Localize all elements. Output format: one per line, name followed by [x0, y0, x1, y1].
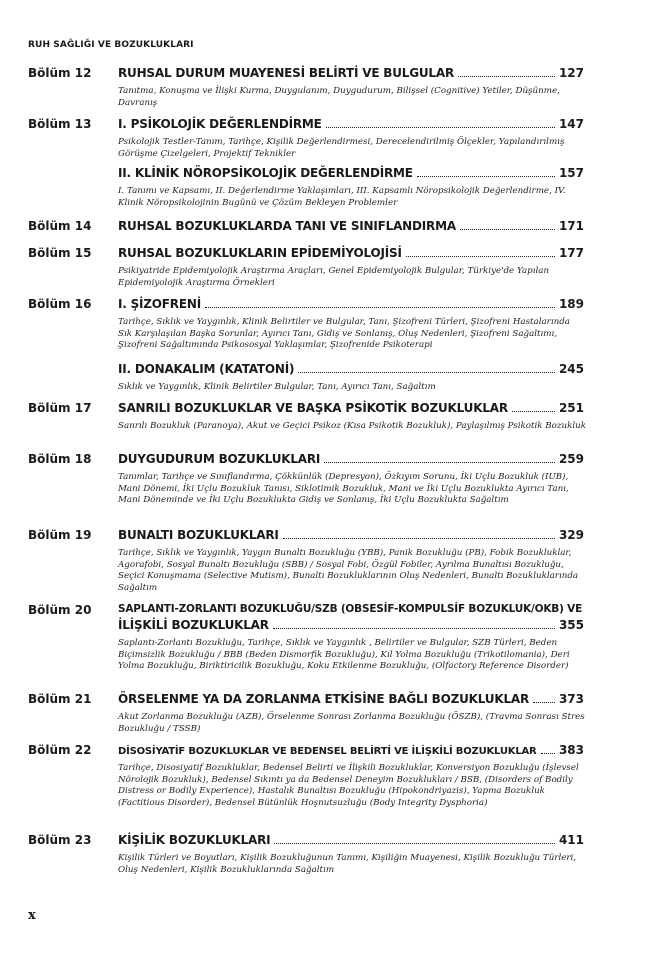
entry-title-line: [118, 743, 584, 757]
page-number: 411: [558, 833, 584, 847]
entry-description: Saplantı-Zorlantı Bozukluğu, Tarihçe, Sıklık ve Yaygınlık , Belirtiler ve Bulgular, SZB Türleri, Beden Biçimsizlik Bozukluğu / BBB (Beden Dismorfik Bozukluğu), Kıl Yolma Bozukluğu (Trikotilomania), Deri Yolma Bozukluğu, Biriktiricilik Bozukluğu, Koku Etkilenme Bozukluğu, (Olfactory Reference Disorder): [118, 638, 570, 671]
entry-title: SAPLANTI-ZORLANTI BOZUKLUĞU/SZB (OBSESİF-KOMPULSİF BOZUKLUK/OKB) VE: [118, 603, 583, 615]
entry-title: I. PSİKOLOJİK DEĞERLENDİRME: [118, 117, 322, 131]
entry-description: I. Tanımı ve Kapsamı, II. Değerlendirme Yaklaşımları, III. Kapsamlı Nöropsikolojik Değerlendirme, IV. Klinik Nöropsikolojinin Bugünü ve Çözüm Bekleyen Problemler: [118, 186, 566, 208]
dot-leader: [298, 372, 555, 373]
entry-title-line: [118, 401, 584, 415]
chapter-number: Bölüm 12: [28, 66, 92, 80]
entry-description: Sıklık ve Yaygınlık, Klinik Belirtiler Bulgular, Tanı, Ayırıcı Tanı, Sağaltım: [118, 382, 436, 392]
chapter-number: Bölüm 18: [28, 452, 92, 466]
entry-title: DUYGUDURUM BOZUKLUKLARI: [118, 452, 321, 466]
page-number: 329: [558, 528, 584, 542]
page-number: 189: [558, 297, 584, 311]
page-number: 171: [558, 219, 584, 233]
dot-leader: [274, 843, 554, 844]
entry-title-line: [118, 362, 584, 376]
entry-title: KİŞİLİK BOZUKLUKLARI: [118, 833, 271, 847]
dot-leader: [460, 229, 555, 230]
chapter-number: Bölüm 16: [28, 297, 92, 311]
dot-leader: [326, 127, 555, 128]
page-number: 251: [558, 401, 584, 415]
entry-title-continued: İLİŞKİLİ BOZUKLUKLAR: [118, 618, 269, 632]
entry-title-line: [118, 528, 584, 542]
entry-title: BUNALTI BOZUKLUKLARI: [118, 528, 279, 542]
entry-title: I. ŞİZOFRENİ: [118, 297, 201, 311]
page-number: 259: [558, 452, 584, 466]
entry-title-line: [118, 219, 584, 233]
dot-leader: [324, 462, 555, 463]
chapter-number: Bölüm 13: [28, 117, 92, 131]
entry-title: SANRILI BOZUKLUKLAR VE BAŞKA PSİKOTİK BOZUKLUKLAR: [118, 401, 508, 415]
running-header: RUH SAĞLIĞI VE BOZUKLUKLARI: [28, 40, 194, 50]
chapter-number: Bölüm 19: [28, 528, 92, 542]
entry-title-line: [118, 833, 584, 847]
chapter-number: Bölüm 14: [28, 219, 92, 233]
entry-description: Tarihçe, Sıklık ve Yaygınlık, Klinik Belirtiler ve Bulgular, Tanı, Şizofreni Türleri, Şizofreni Hastalarında Sık Karşılaşılan Başka Sorunlar, Ayırıcı Tanı, Gidiş ve Sonlanış, Oluş Nedenleri, Şizofreni Sağaltımı, Şizofreni Sağaltımında Psikososyal Yaklaşımlar, Şizofrenide Psikoterapi: [118, 317, 570, 350]
entry-title-line: [118, 166, 584, 180]
page-number: 373: [558, 692, 584, 706]
entry-description: Tanıtma, Konuşma ve İlişki Kurma, Duygulanım, Duygudurum, Bilişsel (Cognitive) Yetiler, Düşünme, Davranış: [118, 86, 560, 108]
chapter-number: Bölüm 20: [28, 603, 92, 617]
dot-leader: [512, 411, 555, 412]
page-number: 157: [558, 166, 584, 180]
entry-title: RUHSAL BOZUKLUKLARDA TANI VE SINIFLANDIRMA: [118, 219, 456, 233]
page-number: 127: [558, 66, 584, 80]
entry-title-line: [118, 297, 584, 311]
chapter-number: Bölüm 15: [28, 246, 92, 260]
dot-leader: [273, 628, 555, 629]
chapter-number: Bölüm 22: [28, 743, 92, 757]
entry-description: Kişilik Türleri ve Boyutları, Kişilik Bozukluğunun Tanımı, Kişiliğin Muayenesi, Kişilik Bozukluğu Türleri, Oluş Nedenleri, Kişilik Bozukluklarında Sağaltım: [118, 853, 577, 875]
entry-description: Psikolojik Testler-Tanım, Tarihçe, Kişilik Değerlendirmesi, Derecelendirilmiş Ölçekler, Yapılandırılmış Görüşme Çizelgeleri, Projektif Teknikler: [118, 137, 565, 159]
chapter-number: Bölüm 23: [28, 833, 92, 847]
entry-title-line: [118, 692, 584, 706]
dot-leader: [406, 256, 555, 257]
entry-title: ÖRSELENME YA DA ZORLANMA ETKİSİNE BAĞLI BOZUKLUKLAR: [118, 692, 530, 706]
entry-description: Tanımlar, Tarihçe ve Sınıflandırma, Çökkünlük (Depresyon), Özkıyım Sorunu, İki Uçlu Bozukluk (IUB), Mani Dönemi, İki Uçlu Bozukluk Tanısı, Siklotimik Bozukluk, Mani ve İki Uçlu Bozuklukta Ayırıcı Tanı, Mani Döneminde ve İki Uçlu Bozuklukta Gidiş ve Sonlanış, İki Uçlu Bozuklukta Sağaltım: [118, 472, 569, 505]
page-number: 383: [558, 743, 584, 757]
dot-leader: [458, 76, 555, 77]
page-number: 245: [558, 362, 584, 376]
entry-title-line: [118, 117, 584, 131]
entry-description: Sanrılı Bozukluk (Paranoya), Akut ve Geçici Psikoz (Kısa Psikotik Bozukluk), Paylaşılmış Psikotik Bozukluk: [118, 421, 586, 431]
entry-title-line: [118, 618, 584, 632]
chapter-number: Bölüm 21: [28, 692, 92, 706]
dot-leader: [541, 753, 555, 754]
entry-title-line: [118, 452, 584, 466]
page-number: 147: [558, 117, 584, 131]
entry-title: RUHSAL DURUM MUAYENESİ BELİRTİ VE BULGULAR: [118, 66, 455, 80]
entry-description: Tarihçe, Sıklık ve Yaygınlık, Yaygın Bunaltı Bozukluğu (YBB), Panik Bozukluğu (PB), Fobik Bozukluklar, Agorafobi, Sosyal Bunaltı Bozukluğu (SBB) / Sosyal Fobi, Özgül Fobiler, Ayrılma Bunaltısı Bozukluğu, Seçici Konuşmama (Selective Mutism), Bunaltı Bozukluklarının Oluş Nedenleri, Bunaltı Bozukluklarında Sağaltım: [118, 548, 579, 593]
entry-description: Tarihçe, Disosiyatif Bozukluklar, Bedensel Belirti ve İlişkili Bozukluklar, Konversiyon Bozukluğu (İşlevsel Nörolojik Bozukluk), Bedensel Sıkıntı ya da Bedensel Deneyim Bozuklukları / BSB, (Disorders of Bodily Distress or Bodily Experience), Hastalık Bunaltısı Bozukluğu (Hipokondriyazis), Yapma Bozukluk (Factitious Disorder), Bedensel Bütünlük Hoşnutsuzluğu (Body Integrity Dysphoria): [118, 763, 579, 808]
entry-title-line: [118, 66, 584, 80]
entry-description: Akut Zorlanma Bozukluğu (AZB), Örselenme Sonrası Zorlanma Bozukluğu (ÖSZB), (Travma Sonrası Stres Bozukluğu / TSSB): [118, 712, 585, 734]
dot-leader: [205, 307, 555, 308]
page-number: 177: [558, 246, 584, 260]
page-number: 355: [558, 618, 584, 632]
entry-title: II. KLİNİK NÖROPSİKOLOJİK DEĞERLENDİRME: [118, 166, 413, 180]
dot-leader: [417, 176, 555, 177]
entry-title: RUHSAL BOZUKLUKLARIN EPİDEMİYOLOJİSİ: [118, 246, 402, 260]
page-footer-number: x: [28, 908, 36, 923]
entry-title: II. DONAKALIM (KATATONİ): [118, 362, 295, 376]
dot-leader: [283, 538, 555, 539]
dot-leader: [533, 702, 555, 703]
chapter-number: Bölüm 17: [28, 401, 92, 415]
entry-title: DİSOSİYATİF BOZUKLUKLAR VE BEDENSEL BELİRTİ VE İLİŞKİLİ BOZUKLUKLAR: [118, 746, 537, 757]
entry-description: Psikiyatride Epidemiyolojik Araştırma Araçları, Genel Epidemiyolojik Bulgular, Türkiye'de Yapılan Epidemiyolojik Araştırma Örnekleri: [118, 266, 550, 288]
entry-title-line: [118, 246, 584, 260]
